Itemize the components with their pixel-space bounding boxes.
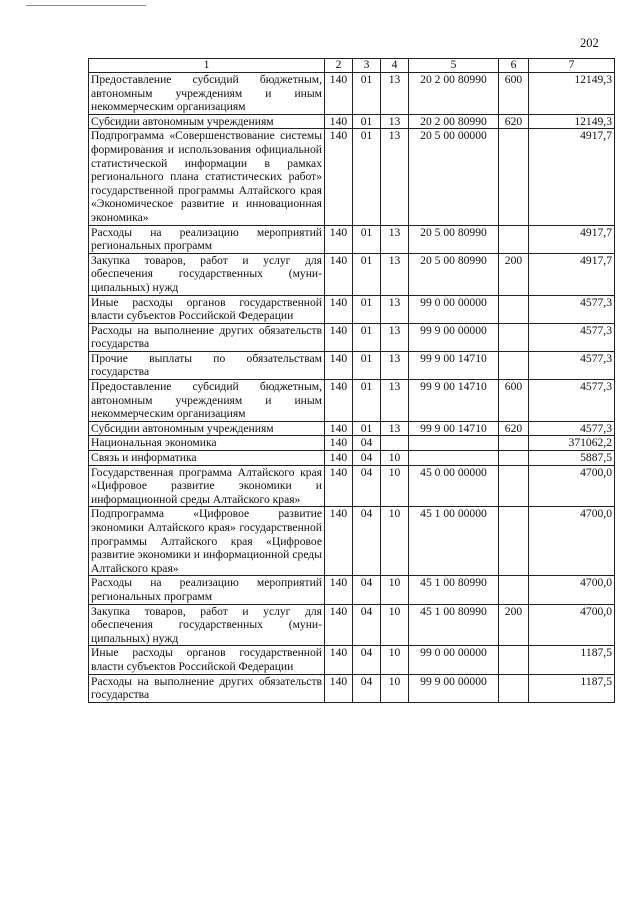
- page-number: 202: [580, 36, 599, 50]
- table-row: [89, 323, 615, 351]
- row-amount-cell: 371062,2: [529, 436, 615, 451]
- row-target-item-cell: 20 2 00 80990: [409, 114, 499, 129]
- row-target-item-cell: 99 9 00 14710: [409, 351, 499, 379]
- header-cell: 2: [325, 59, 353, 73]
- row-subsection-cell: 13: [381, 73, 409, 115]
- row-name-cell: Предоставление субсидий бюджетным, автономным учреждениям и иным некоммерческим организациям: [89, 73, 325, 115]
- row-target-item-cell: 99 9 00 00000: [409, 323, 499, 351]
- row-amount-cell: 1187,5: [529, 674, 615, 702]
- row-section-cell: 04: [353, 507, 381, 576]
- row-amount-cell: 12149,3: [529, 73, 615, 115]
- row-target-item-cell: 45 1 00 00000: [409, 507, 499, 576]
- row-section-cell: 04: [353, 436, 381, 451]
- table-row: [89, 253, 615, 295]
- row-code-cell: 140: [325, 295, 353, 323]
- row-expense-type-cell: [499, 465, 529, 507]
- row-section-cell: 01: [353, 351, 381, 379]
- row-target-item-cell: [409, 451, 499, 466]
- row-amount-cell: 4577,3: [529, 380, 615, 422]
- table-row: [89, 576, 615, 604]
- row-amount-cell: 4577,3: [529, 323, 615, 351]
- row-code-cell: 140: [325, 646, 353, 674]
- row-amount-cell: 4917,7: [529, 129, 615, 225]
- row-code-cell: 140: [325, 465, 353, 507]
- row-subsection-cell: 10: [381, 576, 409, 604]
- row-target-item-cell: 20 2 00 80990: [409, 73, 499, 115]
- table-header-row: [89, 59, 615, 73]
- row-subsection-cell: 13: [381, 380, 409, 422]
- row-target-item-cell: 99 9 00 00000: [409, 674, 499, 702]
- row-code-cell: 140: [325, 604, 353, 646]
- table-row: [89, 436, 615, 451]
- row-code-cell: 140: [325, 351, 353, 379]
- row-code-cell: 140: [325, 323, 353, 351]
- row-subsection-cell: 13: [381, 351, 409, 379]
- row-expense-type-cell: 200: [499, 253, 529, 295]
- row-subsection-cell: 10: [381, 674, 409, 702]
- row-subsection-cell: 13: [381, 253, 409, 295]
- row-amount-cell: 4577,3: [529, 421, 615, 436]
- table-row: [89, 351, 615, 379]
- row-target-item-cell: 45 0 00 00000: [409, 465, 499, 507]
- row-name-cell: Субсидии автономным учреждениям: [89, 114, 325, 129]
- row-expense-type-cell: [499, 646, 529, 674]
- row-section-cell: 04: [353, 674, 381, 702]
- row-expense-type-cell: [499, 225, 529, 253]
- row-target-item-cell: 99 9 00 14710: [409, 421, 499, 436]
- row-target-item-cell: 99 0 00 00000: [409, 646, 499, 674]
- row-name-cell: Иные расходы органов государственной власти субъектов Российской Федерации: [89, 646, 325, 674]
- row-section-cell: 01: [353, 421, 381, 436]
- row-expense-type-cell: [499, 576, 529, 604]
- header-cell: 1: [89, 59, 325, 73]
- header-cell: 5: [409, 59, 499, 73]
- row-amount-cell: 4917,7: [529, 253, 615, 295]
- row-amount-cell: 12149,3: [529, 114, 615, 129]
- row-target-item-cell: 20 5 00 80990: [409, 253, 499, 295]
- row-name-cell: Предоставление субсидий бюджетным, автономным учреждениям и иным некоммерческим организациям: [89, 380, 325, 422]
- row-amount-cell: 4917,7: [529, 225, 615, 253]
- row-name-cell: Расходы на выполнение других обязательств государства: [89, 323, 325, 351]
- row-subsection-cell: 10: [381, 646, 409, 674]
- row-expense-type-cell: 620: [499, 421, 529, 436]
- row-expense-type-cell: [499, 351, 529, 379]
- table-row: [89, 507, 615, 576]
- row-section-cell: 01: [353, 129, 381, 225]
- row-expense-type-cell: 600: [499, 73, 529, 115]
- row-code-cell: 140: [325, 507, 353, 576]
- header-cell: 3: [353, 59, 381, 73]
- row-code-cell: 140: [325, 380, 353, 422]
- row-name-cell: Подпрограмма «Совершенствование системы формирования и использования официальной статистической информации в рамках регионального плана статистических работ» государственной программы Алтайского края «Экономическое развитие и инновационная экономика»: [89, 129, 325, 225]
- table-row: [89, 465, 615, 507]
- row-target-item-cell: 45 1 00 80990: [409, 604, 499, 646]
- row-subsection-cell: 13: [381, 129, 409, 225]
- row-section-cell: 04: [353, 576, 381, 604]
- row-name-cell: Расходы на реализацию мероприятий региональных программ: [89, 225, 325, 253]
- row-section-cell: 04: [353, 451, 381, 466]
- row-subsection-cell: 10: [381, 604, 409, 646]
- table-row: [89, 646, 615, 674]
- row-name-cell: Иные расходы органов государственной власти субъектов Российской Федерации: [89, 295, 325, 323]
- row-section-cell: 01: [353, 380, 381, 422]
- row-section-cell: 01: [353, 253, 381, 295]
- row-code-cell: 140: [325, 129, 353, 225]
- row-expense-type-cell: 200: [499, 604, 529, 646]
- row-code-cell: 140: [325, 73, 353, 115]
- row-amount-cell: 4700,0: [529, 576, 615, 604]
- table-row: [89, 674, 615, 702]
- row-subsection-cell: 10: [381, 465, 409, 507]
- row-amount-cell: 5887,5: [529, 451, 615, 466]
- table-row: [89, 114, 615, 129]
- row-amount-cell: 4700,0: [529, 465, 615, 507]
- table-row: [89, 129, 615, 225]
- row-name-cell: Закупка товаров, работ и услуг для обеспечения государственных (муниципальных) нужд: [89, 253, 325, 295]
- row-target-item-cell: 99 0 00 00000: [409, 295, 499, 323]
- top-rule: [26, 5, 146, 6]
- row-name-cell: Государственная программа Алтайского края «Цифровое развитие экономики и информационной среды Алтайского края»: [89, 465, 325, 507]
- row-subsection-cell: 10: [381, 451, 409, 466]
- row-amount-cell: 4700,0: [529, 604, 615, 646]
- row-name-cell: Подпрограмма «Цифровое развитие экономики Алтайского края» государственной программы Алтайского края «Цифровое развитие экономики и информационной среды Алтайского края»: [89, 507, 325, 576]
- row-expense-type-cell: [499, 436, 529, 451]
- row-subsection-cell: [381, 436, 409, 451]
- row-name-cell: Связь и информатика: [89, 451, 325, 466]
- row-amount-cell: 4577,3: [529, 351, 615, 379]
- row-name-cell: Национальная экономика: [89, 436, 325, 451]
- row-subsection-cell: 13: [381, 421, 409, 436]
- row-expense-type-cell: [499, 674, 529, 702]
- budget-table: [88, 58, 615, 703]
- row-expense-type-cell: [499, 451, 529, 466]
- row-section-cell: 01: [353, 295, 381, 323]
- table-row: [89, 380, 615, 422]
- table-row: [89, 451, 615, 466]
- row-code-cell: 140: [325, 436, 353, 451]
- row-code-cell: 140: [325, 576, 353, 604]
- row-expense-type-cell: 600: [499, 380, 529, 422]
- row-code-cell: 140: [325, 421, 353, 436]
- row-name-cell: Закупка товаров, работ и услуг для обеспечения государственных (муниципальных) нужд: [89, 604, 325, 646]
- row-subsection-cell: 13: [381, 114, 409, 129]
- row-amount-cell: 4700,0: [529, 507, 615, 576]
- row-code-cell: 140: [325, 114, 353, 129]
- row-expense-type-cell: [499, 295, 529, 323]
- row-section-cell: 01: [353, 323, 381, 351]
- header-cell: 4: [381, 59, 409, 73]
- table-row: [89, 421, 615, 436]
- row-subsection-cell: 13: [381, 295, 409, 323]
- header-cell: 7: [529, 59, 615, 73]
- row-amount-cell: 4577,3: [529, 295, 615, 323]
- row-section-cell: 01: [353, 73, 381, 115]
- row-section-cell: 04: [353, 604, 381, 646]
- row-section-cell: 01: [353, 225, 381, 253]
- table-row: [89, 604, 615, 646]
- row-expense-type-cell: [499, 507, 529, 576]
- row-target-item-cell: [409, 436, 499, 451]
- row-code-cell: 140: [325, 451, 353, 466]
- row-name-cell: Субсидии автономным учреждениям: [89, 421, 325, 436]
- table-row: [89, 73, 615, 115]
- header-cell: 6: [499, 59, 529, 73]
- row-target-item-cell: 45 1 00 80990: [409, 576, 499, 604]
- row-code-cell: 140: [325, 674, 353, 702]
- row-amount-cell: 1187,5: [529, 646, 615, 674]
- row-target-item-cell: 20 5 00 00000: [409, 129, 499, 225]
- table-row: [89, 225, 615, 253]
- row-subsection-cell: 13: [381, 323, 409, 351]
- row-section-cell: 04: [353, 646, 381, 674]
- row-name-cell: Прочие выплаты по обязательствам государства: [89, 351, 325, 379]
- row-code-cell: 140: [325, 253, 353, 295]
- row-code-cell: 140: [325, 225, 353, 253]
- table-row: [89, 295, 615, 323]
- row-target-item-cell: 20 5 00 80990: [409, 225, 499, 253]
- row-expense-type-cell: [499, 323, 529, 351]
- row-section-cell: 04: [353, 465, 381, 507]
- row-target-item-cell: 99 9 00 14710: [409, 380, 499, 422]
- row-subsection-cell: 10: [381, 507, 409, 576]
- row-name-cell: Расходы на реализацию мероприятий региональных программ: [89, 576, 325, 604]
- row-name-cell: Расходы на выполнение других обязательств государства: [89, 674, 325, 702]
- row-subsection-cell: 13: [381, 225, 409, 253]
- row-section-cell: 01: [353, 114, 381, 129]
- row-expense-type-cell: 620: [499, 114, 529, 129]
- row-expense-type-cell: [499, 129, 529, 225]
